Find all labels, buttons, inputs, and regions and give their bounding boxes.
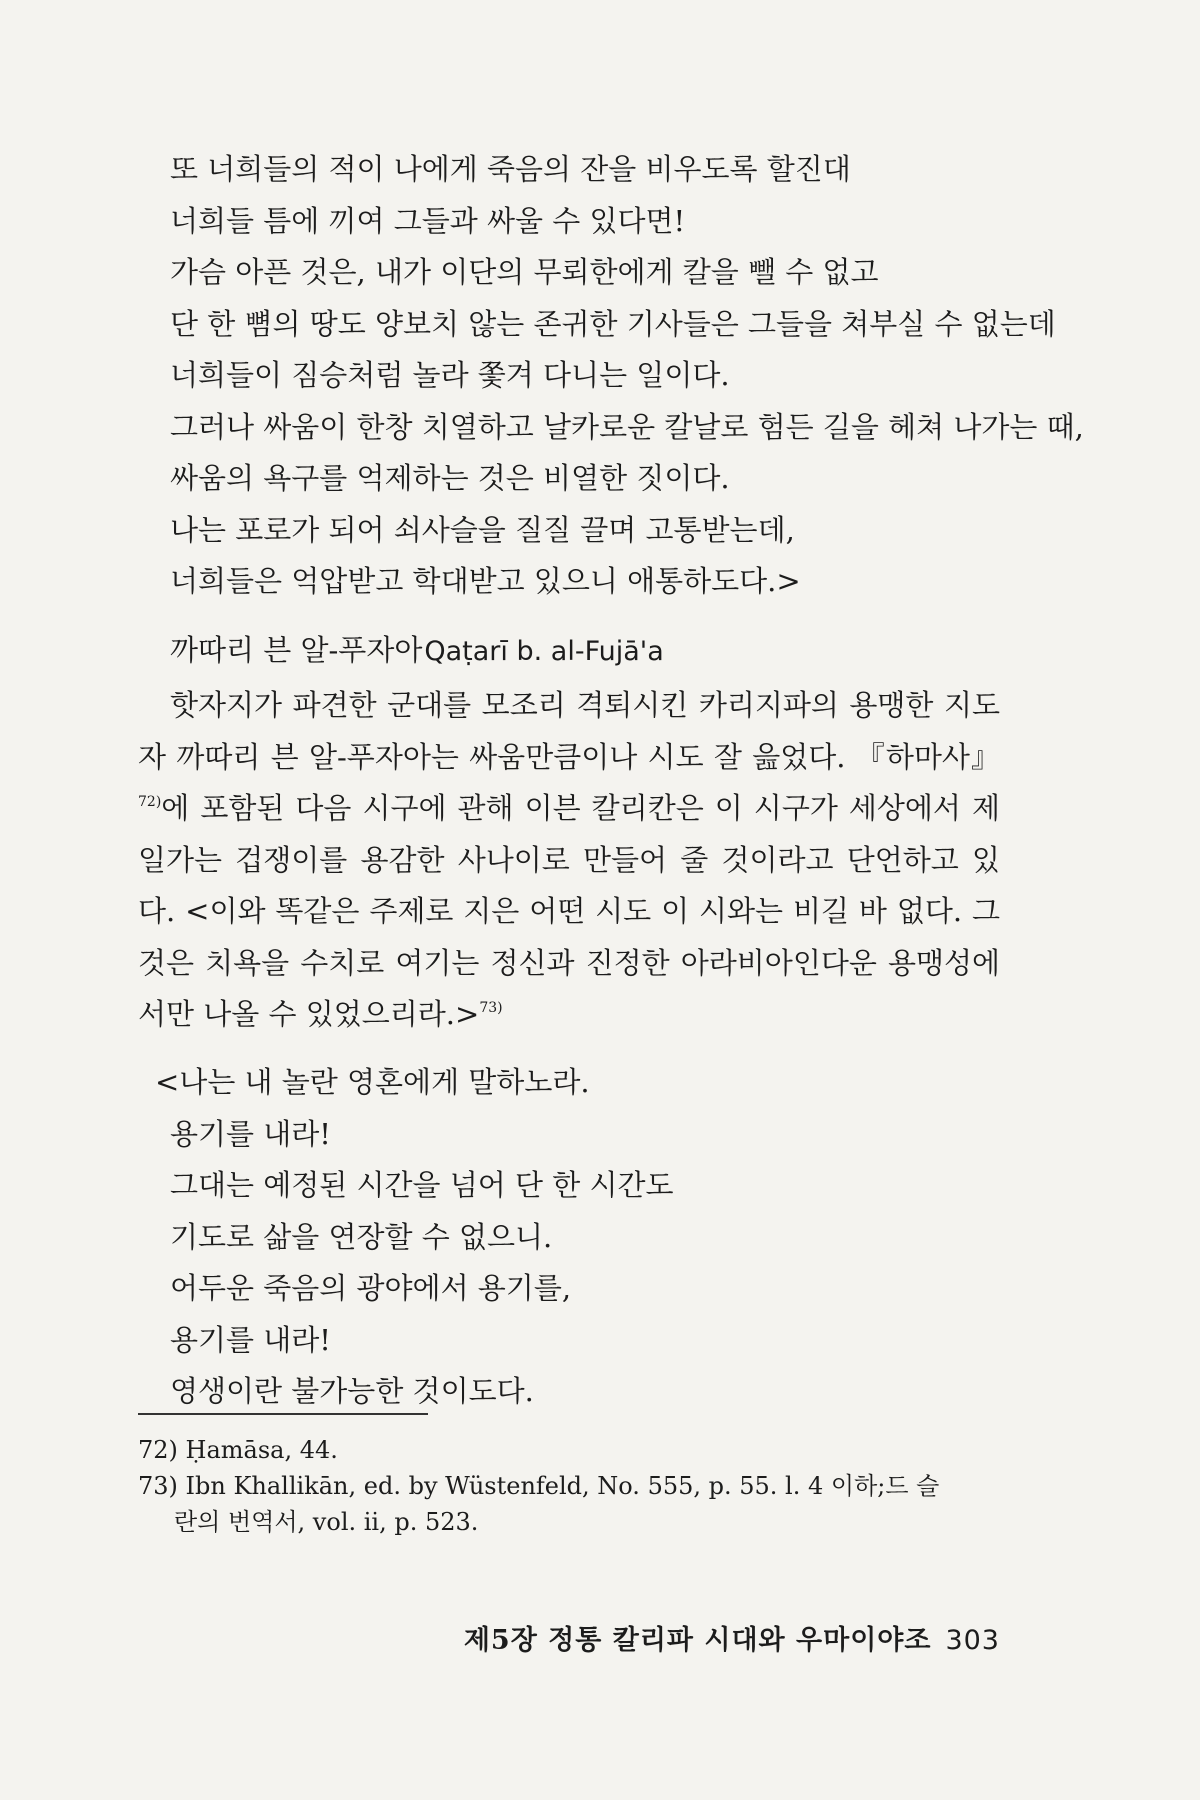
poem-excerpt-1 xyxy=(170,144,1084,608)
verse-line: 그러나 싸움이 한창 치열하고 날카로운 칼날로 험든 길을 헤쳐 나가는 때, xyxy=(170,409,1084,444)
verse-line: 너희들이 짐승처럼 놀라 쫓겨 다니는 일이다. xyxy=(170,358,730,392)
verse-line: 어두운 죽음의 광야에서 용기를, xyxy=(170,1271,572,1305)
paragraph-text-part-2: 에 포함된 다음 시구에 관해 이븐 칼리칸은 이 시구가 세상에서 제일가는 겁쟁이를 용감한 사나이로 만들어 줄 것이라고 단언하고 있다. <이와 똑같은 주제로 지은 어떤 시도 이 시와는 비길 바 없다. 그것은 치욕을 수치로 여기는 정신과 진정한 아라비아인다운 용맹성에서만 나올 수 있었으리라.> xyxy=(138,791,1000,1031)
poem-excerpt-2 xyxy=(155,1057,674,1418)
footnote-divider xyxy=(138,1413,428,1415)
verse-line: 너희들 틈에 끼여 그들과 싸울 수 있다면! xyxy=(170,203,686,238)
footnote-73: 73) Ibn Khallikān, ed. by Wüstenfeld, No. 555, p. 55. l. 4 이하;드 슬 xyxy=(138,1472,940,1500)
chapter-title: 제5장 정통 칼리파 시대와 우마이야조 xyxy=(463,1625,932,1656)
verse-line: 기도로 삶을 연장할 수 없으니. xyxy=(170,1219,553,1254)
section-heading-korean: 까따리 븐 알-푸자아 xyxy=(170,633,423,667)
verse-line: 싸움의 욕구를 억제하는 것은 비열한 짓이다. xyxy=(170,461,730,495)
page-number: 303 xyxy=(945,1625,1000,1656)
verse-line: 영생이란 불가능한 것이도다. xyxy=(170,1374,534,1408)
footnote-73-continued: 란의 번역서, vol. ii, p. 523. xyxy=(174,1508,479,1536)
body-paragraph xyxy=(138,680,1000,1041)
footnotes xyxy=(138,1432,1000,1540)
section-heading xyxy=(170,628,664,674)
footnote-ref-73: 73) xyxy=(479,1000,503,1016)
verse-line: 또 너희들의 적이 나에게 죽음의 잔을 비우도록 할진대 xyxy=(170,152,851,186)
verse-line: 그대는 예정된 시간을 넘어 단 한 시간도 xyxy=(170,1168,674,1202)
section-heading-latin: Qaṭarī b. al-Fujā'a xyxy=(424,636,664,667)
footnote-72: 72) Ḥamāsa, 44. xyxy=(138,1436,338,1464)
verse-line: 용기를 내라! xyxy=(170,1322,331,1357)
paragraph-text-part-1: 핫자지가 파견한 군대를 모조리 격퇴시킨 카리지파의 용맹한 지도자 까따리 븐 알-푸자아는 싸움만큼이나 시도 잘 읊었다. 『하마사』 xyxy=(138,688,1000,774)
verse-line: 단 한 뼘의 땅도 양보치 않는 존귀한 기사들은 그들을 쳐부실 수 없는데 xyxy=(170,306,1056,341)
running-footer xyxy=(464,1618,1000,1657)
verse-line: 너희들은 억압받고 학대받고 있으니 애통하도다.> xyxy=(170,564,801,598)
verse-line: 용기를 내라! xyxy=(170,1116,331,1151)
verse-line: <나는 내 놀란 영혼에게 말하노라. xyxy=(155,1065,590,1099)
verse-line: 가슴 아픈 것은, 내가 이단의 무뢰한에게 칼을 뺄 수 없고 xyxy=(170,255,879,289)
footnote-ref-72: 72) xyxy=(138,794,162,810)
verse-line: 나는 포로가 되어 쇠사슬을 질질 끌며 고통받는데, xyxy=(170,512,795,547)
